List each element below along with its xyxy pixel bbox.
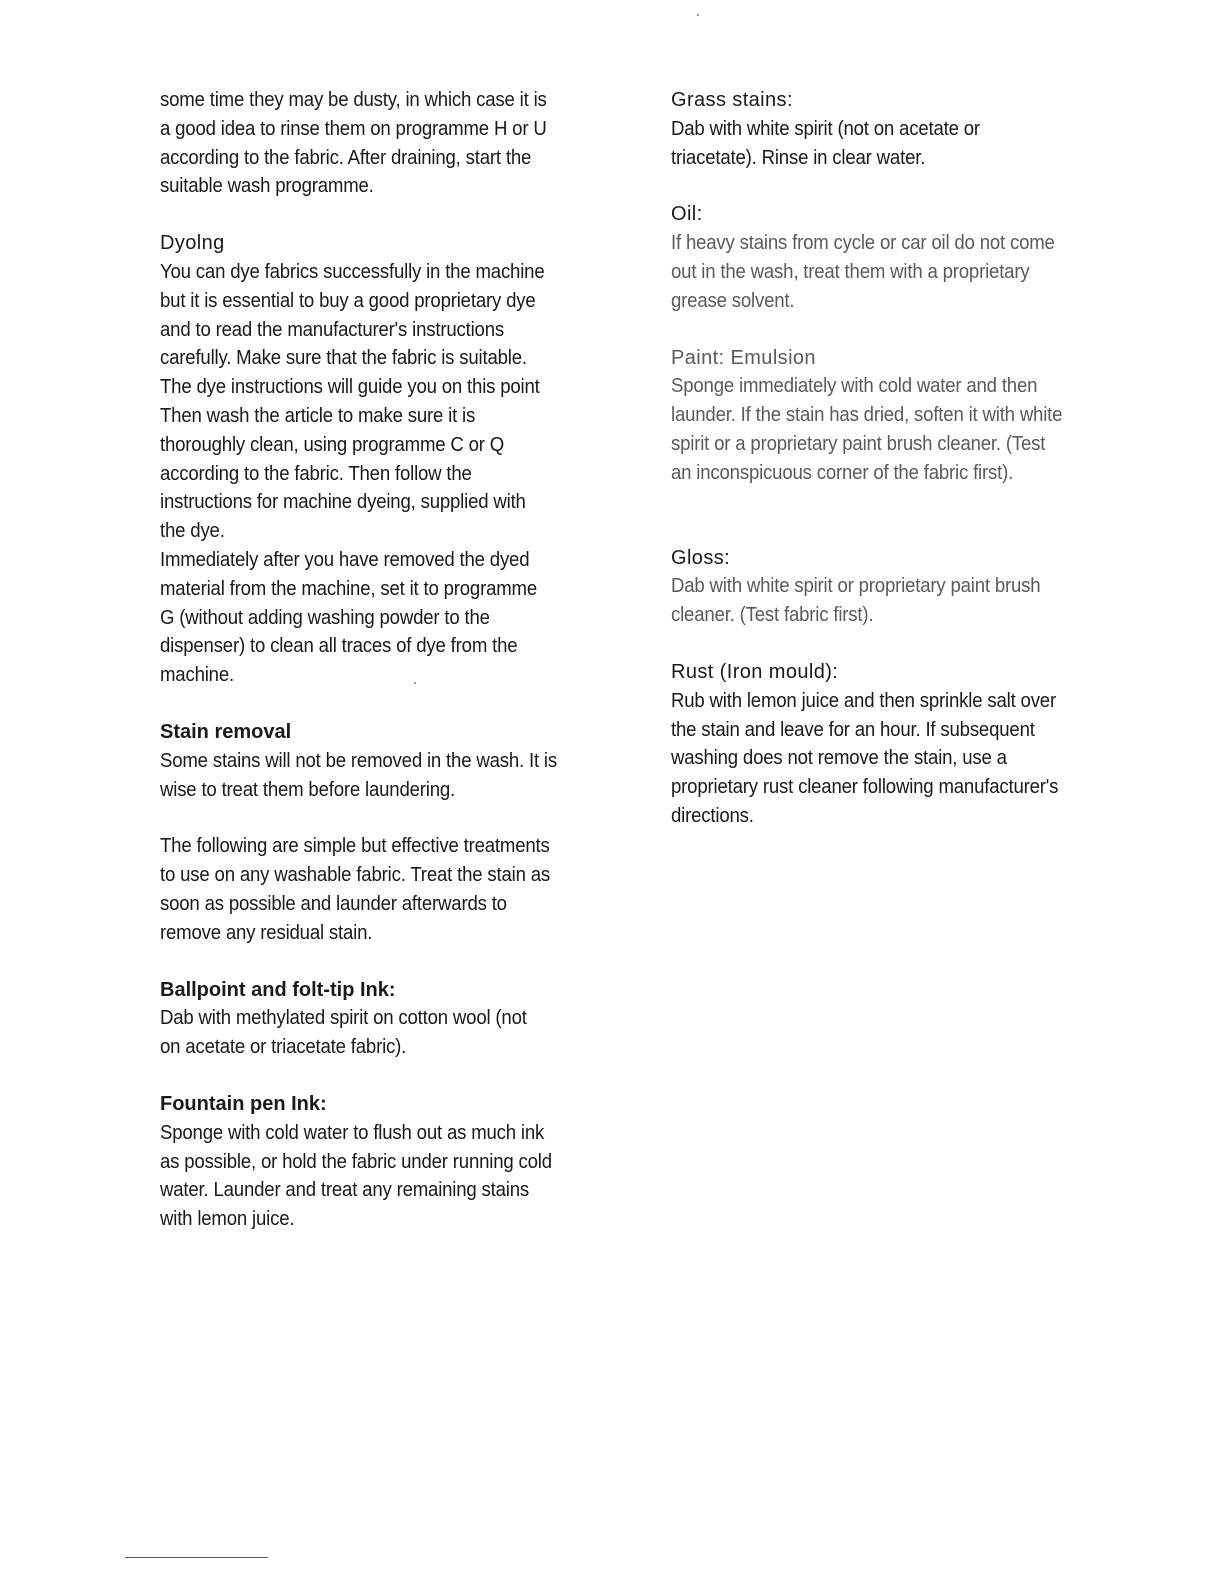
text-line: dispenser) to clean all traces of dye from the <box>160 635 518 658</box>
oil-heading: Oil: <box>671 203 703 226</box>
rust-paragraph <box>671 687 1117 831</box>
text-line: Some stains will not be removed in the wash. It is <box>160 749 557 772</box>
text-line: machine. <box>160 664 234 687</box>
text-line: on acetate or triacetate fabric). <box>160 1036 407 1059</box>
text-line: soon as possible and launder afterwards to <box>160 892 507 915</box>
text-line: some time they may be dusty, in which case it is <box>160 89 547 111</box>
text-line: launder. If the stain has dried, soften it with white <box>671 404 1063 427</box>
intro-paragraph <box>160 86 597 201</box>
text-line: suitable wash programme. <box>160 175 374 198</box>
gloss-paragraph <box>671 572 1117 630</box>
text-line: to use on any washable fabric. Treat the stain as <box>160 864 550 887</box>
text-line: If heavy stains from cycle or car oil do not come <box>671 232 1055 255</box>
ballpoint-heading: Ballpoint and folt-tip Ink: <box>160 978 396 1001</box>
text-line: Rub with lemon juice and then sprinkle salt over <box>671 689 1056 712</box>
paint-paragraph <box>671 372 1117 487</box>
text-line: Dab with white spirit (not on acetate or <box>671 117 980 140</box>
text-line: according to the fabric. After draining, start the <box>160 146 532 169</box>
text-line: remove any residual stain. <box>160 921 373 944</box>
text-line: as possible, or hold the fabric under running cold <box>160 1150 552 1173</box>
stain-removal-paragraph <box>160 747 597 805</box>
text-line: wise to treat them before laundering. <box>160 778 456 801</box>
text-line: Sponge immediately with cold water and then <box>671 375 1038 398</box>
text-line: a good idea to rinse them on programme H or U <box>160 117 547 140</box>
dyeing-heading: Dyolng <box>160 232 225 255</box>
text-line: according to the fabric. Then follow the <box>160 462 472 485</box>
text-line: carefully. Make sure that the fabric is suitable. <box>160 347 527 370</box>
text-line: thoroughly clean, using programme C or Q <box>160 433 505 456</box>
paint-heading: Paint: Emulsion <box>671 346 816 369</box>
text-line: You can dye fabrics successfully in the machine <box>160 260 545 283</box>
fountain-pen-heading: Fountain pen Ink: <box>160 1092 327 1115</box>
stain-removal-heading: Stain removal <box>160 720 292 743</box>
bottom-rule <box>125 1557 268 1558</box>
dyeing-paragraph <box>160 258 597 690</box>
text-line: Then wash the article to make sure it is <box>160 404 476 427</box>
text-line: Dab with white spirit or proprietary paint brush <box>671 575 1041 598</box>
text-line: but it is essential to buy a good proprietary dye <box>160 289 536 312</box>
text-line: directions. <box>671 804 754 827</box>
left-column <box>160 86 630 1234</box>
right-column <box>671 86 1151 831</box>
text-line: triacetate). Rinse in clear water. <box>671 146 926 169</box>
text-line: an inconspicuous corner of the fabric first). <box>671 461 1014 484</box>
text-line: Sponge with cold water to flush out as much ink <box>160 1121 545 1144</box>
text-line: out in the wash, treat them with a proprietary <box>671 260 1030 283</box>
grass-stains-paragraph <box>671 115 1117 173</box>
text-line: grease solvent. <box>671 289 795 312</box>
fountain-pen-paragraph <box>160 1119 597 1234</box>
text-line: G (without adding washing powder to the <box>160 606 490 629</box>
scan-speck <box>697 14 699 16</box>
text-line: material from the machine, set it to programme <box>160 577 538 600</box>
scan-speck <box>414 682 416 684</box>
text-line: and to read the manufacturer's instructions <box>160 318 504 341</box>
text-line: washing does not remove the stain, use a <box>671 747 1007 770</box>
text-line: with lemon juice. <box>160 1208 295 1231</box>
rust-heading: Rust (Iron mould): <box>671 660 839 683</box>
grass-stains-heading: Grass stains: <box>671 89 793 111</box>
text-line: cleaner. (Test fabric first). <box>671 604 874 627</box>
text-line: Dab with methylated spirit on cotton wool (not <box>160 1007 527 1030</box>
treatments-paragraph <box>160 832 597 947</box>
text-line: the dye. <box>160 520 225 543</box>
ballpoint-paragraph <box>160 1004 597 1062</box>
text-line: proprietary rust cleaner following manufacturer's <box>671 776 1059 799</box>
text-line: the stain and leave for an hour. If subsequent <box>671 718 1035 741</box>
oil-paragraph <box>671 229 1117 315</box>
text-line: The following are simple but effective treatments <box>160 835 550 858</box>
text-line: instructions for machine dyeing, supplied with <box>160 491 526 514</box>
text-line: Immediately after you have removed the dyed <box>160 548 530 571</box>
gloss-heading: Gloss: <box>671 546 731 569</box>
text-line: The dye instructions will guide you on this point <box>160 376 540 399</box>
text-line: water. Launder and treat any remaining stains <box>160 1179 530 1202</box>
text-line: spirit or a proprietary paint brush cleaner. (Test <box>671 432 1046 455</box>
